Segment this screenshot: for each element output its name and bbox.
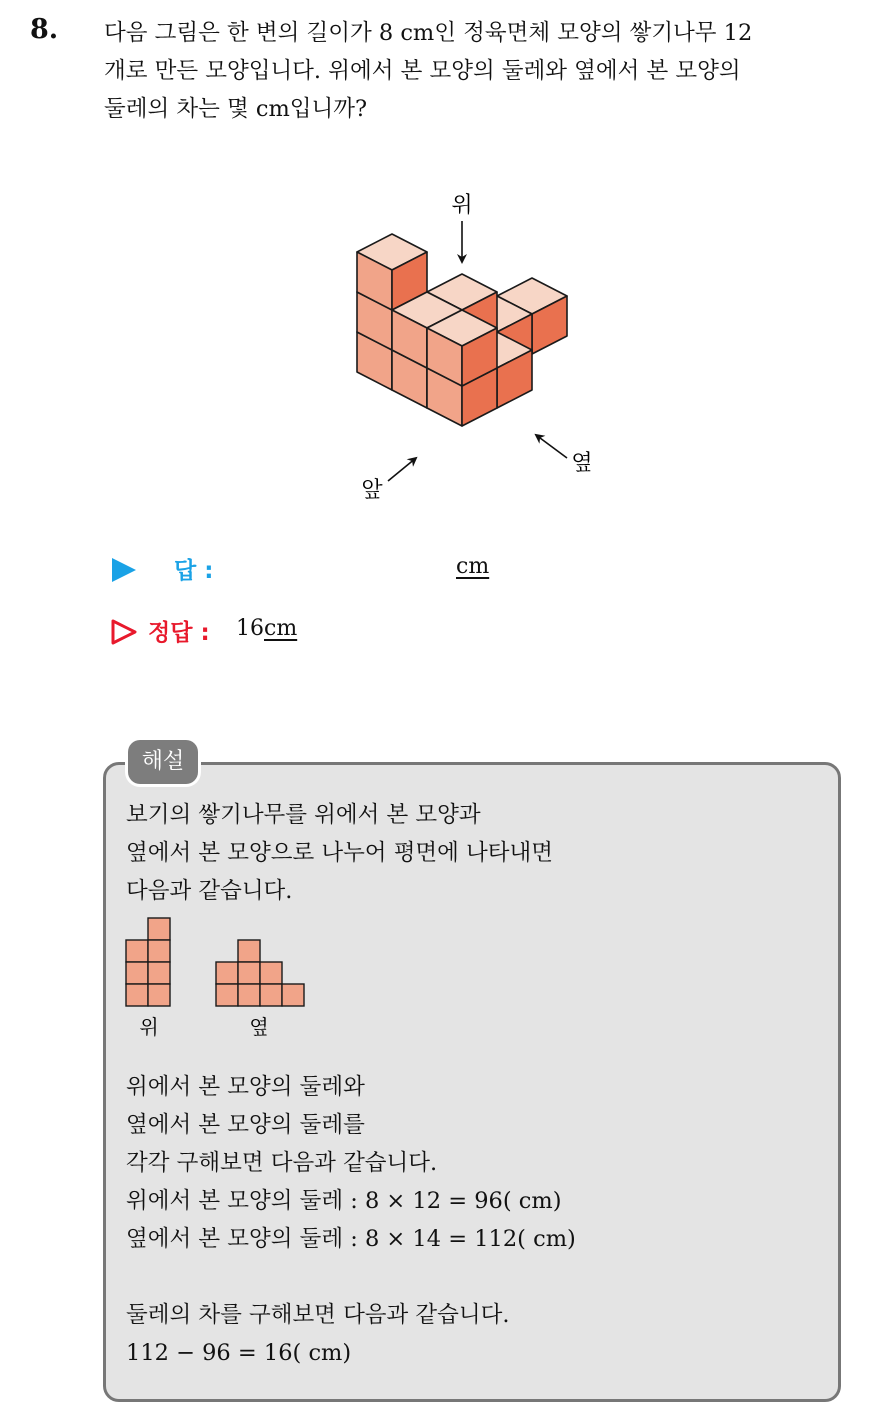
view-square [148, 984, 170, 1006]
top-view-label: 위 [451, 193, 473, 218]
solution-unit: cm [264, 616, 298, 641]
flat-views-figure [120, 912, 320, 1042]
explanation-difference [126, 1296, 510, 1372]
question-line: 다음 그림은 한 변의 길이가 8 cm인 정육면체 모양의 쌓기나무 12 [104, 20, 753, 46]
explanation-line: 112 − 96 = 16( cm) [126, 1340, 352, 1366]
view-square [260, 962, 282, 984]
view-square [238, 962, 260, 984]
view-square [216, 962, 238, 984]
view-square [148, 940, 170, 962]
question-line: 둘레의 차는 몇 cm입니까? [104, 96, 368, 122]
view-square [216, 984, 238, 1006]
answer-marker-icon [110, 556, 138, 584]
view-square [126, 962, 148, 984]
explanation-line: 둘레의 차를 구해보면 다음과 같습니다. [126, 1302, 510, 1328]
cube-stack [357, 234, 567, 426]
view-square [238, 984, 260, 1006]
explanation-line: 보기의 쌓기나무를 위에서 본 모양과 [126, 802, 481, 828]
explanation-line: 위에서 본 모양의 둘레와 [126, 1074, 365, 1100]
solution-row [108, 614, 608, 650]
cube-stack-figure [340, 185, 640, 515]
answer-row [108, 552, 608, 588]
explanation-line: 옆에서 본 모양으로 나누어 평면에 나타내면 [126, 840, 553, 866]
solution-number: 16 [236, 616, 264, 641]
view-square [126, 940, 148, 962]
side-view-grid [216, 940, 304, 1006]
view-square [282, 984, 304, 1006]
explanation-intro [126, 796, 553, 910]
top-view-caption: 위 [139, 1015, 159, 1039]
view-square [260, 984, 282, 1006]
solution-value [236, 616, 297, 641]
question-line: 개로 만든 모양입니다. 위에서 본 모양의 둘레와 옆에서 본 모양의 [104, 58, 741, 84]
solution-label: 정답 : [148, 620, 210, 646]
view-square [126, 984, 148, 1006]
explanation-line: 다음과 같습니다. [126, 878, 293, 904]
explanation-line: 옆에서 본 모양의 둘레 : 8 × 14 = 112( cm) [126, 1226, 576, 1252]
explanation-line: 옆에서 본 모양의 둘레를 [126, 1112, 365, 1138]
top-view-grid [126, 918, 170, 1006]
explanation-calculation [126, 1068, 576, 1258]
explanation-tag: 해설 [128, 740, 198, 784]
side-arrow [536, 435, 567, 458]
answer-unit: cm [456, 554, 490, 579]
view-square [148, 962, 170, 984]
solution-marker-icon [110, 618, 138, 646]
view-square [148, 918, 170, 940]
front-view-label: 앞 [361, 478, 383, 503]
explanation-line: 위에서 본 모양의 둘레 : 8 × 12 = 96( cm) [126, 1188, 562, 1214]
question-number: 8. [30, 14, 59, 45]
front-arrow [388, 458, 416, 481]
view-square [238, 940, 260, 962]
side-view-caption: 옆 [249, 1015, 269, 1039]
question-text [104, 14, 864, 128]
answer-label: 답 : [174, 558, 214, 584]
side-view-label: 옆 [571, 451, 593, 476]
explanation-line: 각각 구해보면 다음과 같습니다. [126, 1150, 438, 1176]
